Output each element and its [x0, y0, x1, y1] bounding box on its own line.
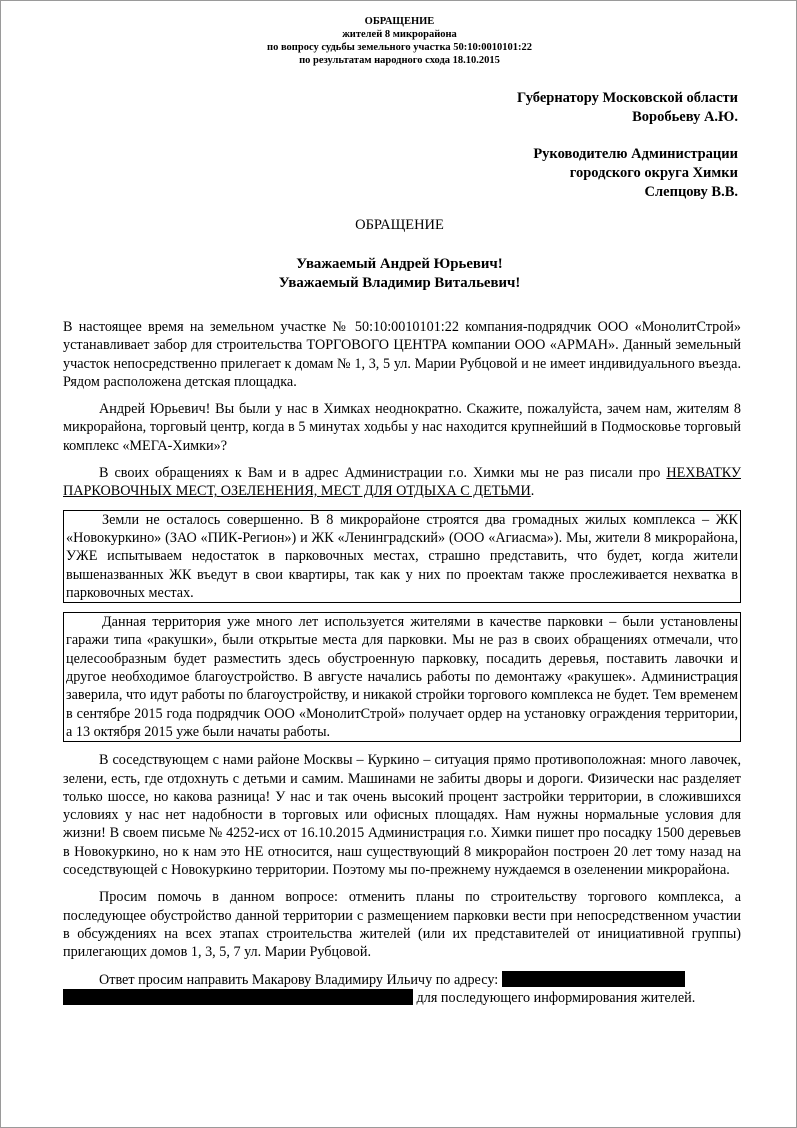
document-header [1, 15, 797, 67]
addressee-line: городского округа Химки [569, 165, 738, 181]
addressee-administration [533, 145, 738, 202]
addressee-governor [517, 89, 738, 127]
underlined-emphasis: НЕХВАТКУ ПАРКОВОЧНЫХ МЕСТ, ОЗЕЛЕНЕНИЯ, МЕСТ ДЛЯ ОТДЫХА С ДЕТЬМИ [63, 465, 741, 500]
header-occasion: по результатам народного схода 18.10.2015 [299, 55, 500, 66]
addressee-line: Губернатору Московской области [517, 90, 738, 106]
addressee-line: Руководителю Администрации [533, 146, 738, 162]
paragraph-5: Данная территория уже много лет используется жителями в качестве парковки – были установлены гаражи типа «ракушки», были открытые места для парковки. Мы не раз в своих обращениях отмечали, что целесообразным будет разместить здесь обустроенную парковку, посадить деревья, поставить лавочки и другое необходимое благоустройство. В августе начались работы по демонтажу «ракушек». Администрация заверила, что идут работы по благоустройству, и никакой стройки торгового комплекса не будет. Тем временем в сентябре 2015 года подрядчик ООО «МонолитСтрой» получает ордер на установку ограждения территории, а 13 октября 2015 уже были начаты работы. [63, 612, 741, 742]
paragraph-3 [63, 464, 741, 501]
paragraph-2: Андрей Юрьевич! Вы были у нас в Химках неоднократно. Скажите, пожалуйста, зачем нам, жителям 8 микрорайона, торговый центр, когда в 5 минутах ходьбы у нас находится крупнейший в Подмосковье торговый комплекс «МЕГА-Химки»? [63, 401, 741, 454]
paragraph-7: Просим помочь в данном вопросе: отменить планы по строительству торгового комплекса, а последующее обустройство данной территории с размещением парковки вести при непосредственном участии в обсуждениях на всех этапах строительства жителей (или их представителей от инициативной группы) прилегающих домов 1, 3, 5, 7 ул. Марии Рубцовой. [63, 889, 741, 961]
paragraph-8 [63, 971, 741, 1008]
greeting [1, 255, 797, 293]
greeting-line: Уважаемый Владимир Витальевич! [278, 275, 521, 291]
reply-request-text: Ответ просим направить Макарову Владимиру Ильичу по адресу: [99, 971, 502, 988]
greeting-line: Уважаемый Андрей Юрьевич! [296, 256, 503, 272]
paragraph-3-text: В своих обращениях к Вам и в адрес Администрации г.о. Химки мы не раз писали про [99, 465, 667, 482]
header-title: ОБРАЩЕНИЕ [364, 16, 435, 27]
paragraph-6: В соседствующем с нами районе Москвы – Куркино – ситуация прямо противоположная: много лавочек, зелени, есть, где отдохнуть с детьми и самим. Машинами не забиты дворы и дороги. Физически нас разделяет только шоссе, но какова разница! У нас и так очень высокий процент застройки территории, в сложившихся условиях у нас нет надобности в торговых или офисных площадях. Нам нужны нормальные условия для жизни! В своем письме № 4252-исх от 16.10.2015 Администрация г.о. Химки пишет про посадку 1500 деревьев в Новокуркино, но к нам это НЕ относится, наш существующий 8 микрорайон построен 20 лет тому назад на соседствующей с Новокуркино территории. Поэтому мы по-прежнему нуждаемся в озеленении микрорайона. [63, 752, 741, 879]
paragraph-4: Земли не осталось совершенно. В 8 микрорайоне строятся два громадных жилых комплекса – ЖК «Новокуркино» (ЗАО «ПИК-Регион») и ЖК «Ленинградский» (ООО «Агиасма»). Мы, жители 8 микрорайона, УЖЕ испытываем недостаток в парковочных местах, страшно представить, что будет, когда жители вышеназванных ЖК въедут в свои квартиры, так как у них по проектам также прослеживается нехватка в парковочных местах. [63, 510, 741, 603]
paragraph-1: В настоящее время на земельном участке № 50:10:0010101:22 компания-подрядчик ООО «МонолитСтрой» устанавливает забор для строительства ТОРГОВОГО ЦЕНТРА компании ООО «АРМАН». Данный земельный участок непосредственно прилегает к домам № 1, 3, 5 ул. Марии Рубцовой и не имеет индивидуального въезда. Рядом расположена детская площадка. [63, 319, 741, 390]
redacted-address-block [502, 971, 685, 987]
paragraph-3-end: . [530, 483, 535, 500]
addressee-line: Воробьеву А.Ю. [632, 109, 738, 125]
header-subtitle: жителей 8 микрорайона [342, 29, 457, 40]
addressee-line: Слепцову В.В. [644, 184, 738, 200]
redacted-address-block [63, 989, 413, 1005]
reply-request-end: для последующего информирования жителей. [413, 989, 696, 1006]
document-title: ОБРАЩЕНИЕ [355, 217, 444, 233]
document-body [63, 318, 741, 1007]
header-subject: по вопросу судьбы земельного участка 50:10:0010101:22 [267, 42, 532, 53]
